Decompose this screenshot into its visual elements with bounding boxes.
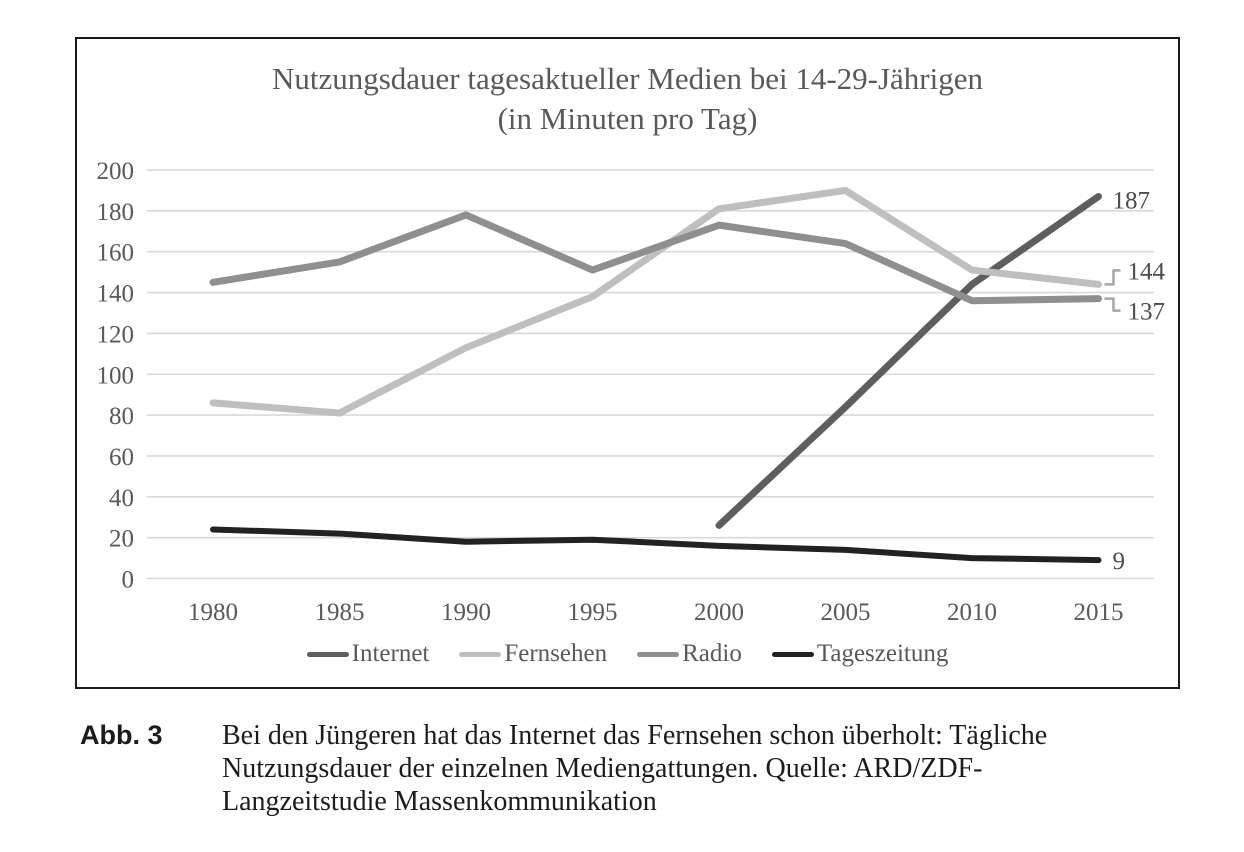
y-tick-label-60: 60 <box>109 443 134 471</box>
x-tick-label-2015: 2015 <box>1073 599 1124 626</box>
y-tick-label-140: 140 <box>96 280 134 308</box>
series-line-internet <box>719 197 1099 526</box>
x-tick-label-2005: 2005 <box>820 599 871 626</box>
figure-caption-label: Abb. 3 <box>80 720 163 750</box>
y-tick-label-20: 20 <box>109 525 134 553</box>
figure-caption-text <box>222 719 1047 818</box>
chart-canvas <box>77 39 1177 686</box>
value-label-radio: 137 <box>1127 298 1165 326</box>
legend-item-fernsehen <box>459 640 607 668</box>
caption-line-1: Bei den Jüngeren hat das Internet das Fernsehen schon überholt: Tägliche <box>222 720 1048 751</box>
y-tick-label-180: 180 <box>96 198 134 226</box>
x-tick-label-1985: 1985 <box>314 599 365 626</box>
legend-swatch-internet <box>307 652 349 657</box>
chart-title-line-1: Nutzungsdauer tagesaktueller Medien bei 14-29-Jährigen <box>271 61 984 96</box>
y-tick-label-160: 160 <box>96 239 134 267</box>
value-label-internet: 187 <box>1112 187 1150 215</box>
value-label-tageszeitung: 9 <box>1112 548 1125 576</box>
caption-line-3: Langzeitstudie Massenkommunikation <box>222 786 657 817</box>
y-tick-label-80: 80 <box>109 403 134 431</box>
y-tick-label-40: 40 <box>109 484 134 512</box>
legend-swatch-tageszeitung <box>772 652 814 657</box>
legend-item-internet <box>307 640 430 668</box>
chart-legend <box>77 640 1178 668</box>
legend-item-tageszeitung <box>772 640 949 668</box>
legend-swatch-radio <box>637 652 679 657</box>
x-tick-label-2010: 2010 <box>947 599 997 626</box>
figure-caption <box>80 719 1047 818</box>
legend-label-fernsehen: Fernsehen <box>504 640 608 667</box>
legend-item-radio <box>637 640 742 668</box>
legend-label-tageszeitung: Tageszeitung <box>816 640 949 667</box>
x-tick-label-2000: 2000 <box>694 599 744 626</box>
y-tick-label-100: 100 <box>96 362 134 390</box>
callout-bracket-radio <box>1105 299 1121 311</box>
y-tick-label-120: 120 <box>96 321 134 349</box>
series-line-fernsehen <box>213 190 1099 413</box>
y-tick-label-200: 200 <box>96 158 134 185</box>
x-tick-label-1995: 1995 <box>567 599 618 626</box>
legend-label-internet: Internet <box>351 640 430 667</box>
series-line-tageszeitung <box>213 529 1099 560</box>
x-tick-label-1990: 1990 <box>441 599 491 626</box>
value-label-fernsehen: 144 <box>1127 258 1165 286</box>
chart-title-line-2: (in Minuten pro Tag) <box>497 101 758 136</box>
callout-bracket-fernsehen <box>1105 270 1121 284</box>
caption-line-2: Nutzungsdauer der einzelnen Mediengattungen. Quelle: ARD/ZDF- <box>222 753 983 784</box>
legend-label-radio: Radio <box>682 640 742 667</box>
legend-swatch-fernsehen <box>459 652 501 657</box>
x-tick-label-1980: 1980 <box>188 599 238 626</box>
figure-chart-frame <box>75 37 1180 689</box>
y-tick-label-0: 0 <box>121 566 134 594</box>
